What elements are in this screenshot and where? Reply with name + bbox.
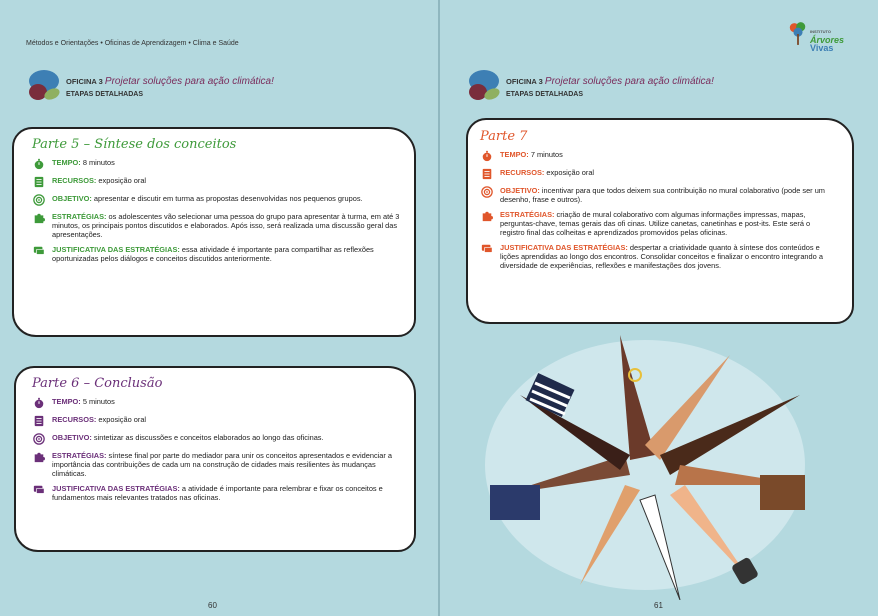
chat-icon	[480, 243, 494, 255]
puzzle-icon	[32, 212, 46, 224]
hands-illustration	[480, 335, 810, 600]
list-icon	[32, 415, 46, 427]
parte6-card	[14, 366, 416, 552]
recursos-row: RECURSOS: exposição oral	[480, 168, 836, 180]
stopwatch-icon	[32, 158, 46, 170]
target-icon	[480, 186, 494, 198]
speech-blob-icon	[462, 68, 502, 104]
objetivo-row: OBJETIVO: sintetizar as discussões e conceitos elaborados ao longo das oficinas.	[32, 433, 400, 445]
page-number: 60	[208, 601, 217, 610]
logo-text: INSTITUTO Árvores Vivas	[810, 29, 845, 53]
breadcrumb: Métodos e Orientações • Oficinas de Aprendizagem • Clima e Saúde	[26, 40, 239, 47]
oficina-tag: OFICINA 3 Projetar soluções para ação climática!	[66, 76, 274, 87]
estrategias-row: ESTRATÉGIAS: síntese final por parte do mediador para unir os conceitos apresentados e evidenciar a importância das contribuições de cada um na construção de cidades mais resilientes às mudanças climáticas.	[32, 451, 400, 478]
oficina-header	[462, 68, 842, 106]
parte6-title: Parte 6 – Conclusão	[32, 376, 163, 391]
puzzle-icon	[32, 451, 46, 463]
tempo-row: TEMPO: 7 minutos	[480, 150, 836, 162]
recursos-row: RECURSOS: exposição oral	[32, 176, 400, 188]
parte7-title: Parte 7	[480, 129, 528, 144]
target-icon	[32, 194, 46, 206]
objetivo-row: OBJETIVO: incentivar para que todos deixem sua contribuição no mural colaborativo (pode ser um desenho, frase e outros).	[480, 186, 836, 204]
justificativa-row: JUSTIFICATIVA DAS ESTRATÉGIAS: essa atividade é importante para compartilhar as reflexões oportunizadas pelos diálogos e conceitos discutidos anteriormente.	[32, 245, 400, 263]
stopwatch-icon	[480, 150, 494, 162]
chat-icon	[32, 245, 46, 257]
justificativa-row: JUSTIFICATIVA DAS ESTRATÉGIAS: despertar a criatividade quanto à síntese dos conteúdos e lições aprendidas ao longo dos encontros. Consolidar conceitos e finalizar o encontro integrando a diversidade de experiências, reflexões e manifestações dos jovens.	[480, 243, 836, 270]
oficina-tag: OFICINA 3 Projetar soluções para ação climática!	[506, 76, 714, 87]
objetivo-row: OBJETIVO: apresentar e discutir em turma as propostas desenvolvidas nos pequenos grupos.	[32, 194, 400, 206]
estrategias-row: ESTRATÉGIAS: criação de mural colaborativo com algumas informações impressas, mapas, perguntas-chave, temas gerais das ofi cinas. Utilize canetas, canetinhas e post-its. Este será o registro final das colheitas e aprendizados promovidos pelas oficinas.	[480, 210, 836, 237]
oficina-subtitle: ETAPAS DETALHADAS	[506, 91, 583, 98]
right-page	[440, 0, 878, 616]
parte7-card	[466, 118, 854, 324]
oficina-header	[22, 68, 402, 106]
tree-logo-icon	[788, 20, 808, 48]
stopwatch-icon	[32, 397, 46, 409]
estrategias-row: ESTRATÉGIAS: os adolescentes vão selecionar uma pessoa do grupo para apresentar à turma, em até 3 minutos, os principais pontos discutidos e elaborados. Após isso, será realizada uma discussão geral das apresentações.	[32, 212, 400, 239]
tempo-row: TEMPO: 8 minutos	[32, 158, 400, 170]
target-icon	[32, 433, 46, 445]
recursos-row: RECURSOS: exposição oral	[32, 415, 400, 427]
parte5-card	[12, 127, 416, 337]
list-icon	[480, 168, 494, 180]
speech-blob-icon	[22, 68, 62, 104]
page-number: 61	[654, 601, 663, 610]
chat-icon	[32, 484, 46, 496]
logo	[788, 20, 858, 53]
justificativa-row: JUSTIFICATIVA DAS ESTRATÉGIAS: a atividade é importante para relembrar e fixar os conceitos e fundamentos mais relevantes tratados nas oficinas.	[32, 484, 400, 502]
left-page	[0, 0, 438, 616]
tempo-row: TEMPO: 5 minutos	[32, 397, 400, 409]
parte5-title: Parte 5 – Síntese dos conceitos	[32, 137, 237, 152]
oficina-subtitle: ETAPAS DETALHADAS	[66, 91, 143, 98]
list-icon	[32, 176, 46, 188]
puzzle-icon	[480, 210, 494, 222]
